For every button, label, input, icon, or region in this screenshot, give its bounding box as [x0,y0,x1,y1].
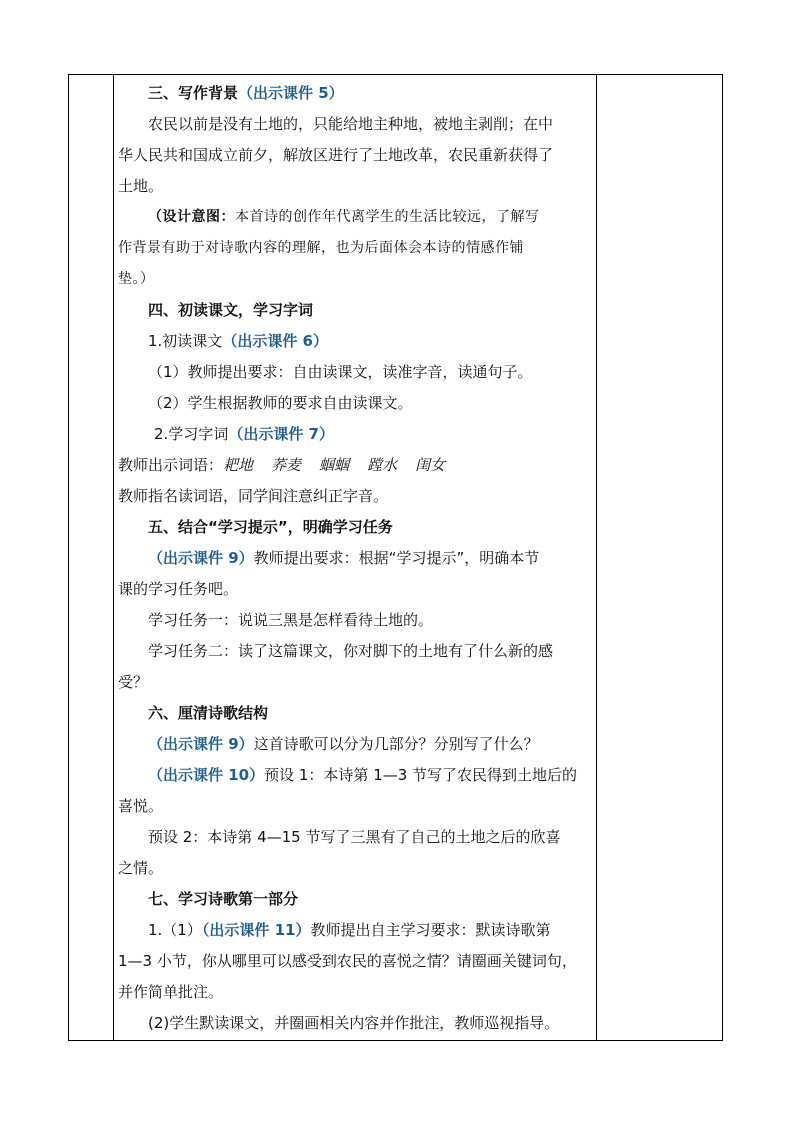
paragraph-line: 预设 2：本诗第 4—15 节写了三黑有了自己的土地之后的欣喜 [148,828,561,846]
courseware-cue: （出示课件 10） [148,766,265,784]
learning-task: 学习任务二：读了这篇课文，你对脚下的土地有了什么新的感 [148,642,554,660]
list-subitem: （2）学生根据教师的要求自由读课文。 [148,394,413,412]
learning-task: 学习任务一：说说三黑是怎样看待土地的。 [148,611,434,629]
design-intent: （设计意图：本首诗的创作年代离学生的生活比较远，了解写 [148,209,540,225]
vocab-word: 蝈蝈 [319,456,350,474]
paragraph-line: 土地。 [118,177,164,195]
section-heading: 四、初读课文，学习字词 [148,301,314,319]
vocab-word: 荞麦 [271,456,302,474]
section-heading: 七、学习诗歌第一部分 [148,890,299,908]
courseware-cue: （出示课件 7） [228,425,334,443]
paragraph-line: (2)学生默读课文，并圈画相关内容并作批注，教师巡视指导。 [148,1014,560,1032]
table-column-divider [596,75,597,1040]
courseware-cue: （出示课件 9） [148,549,254,567]
paragraph-line: 1.（1）（出示课件 11）教师提出自主学习要求：默读诗歌第 [148,921,551,939]
table-column-divider [113,75,114,1040]
paragraph-line: （出示课件 10）预设 1：本诗第 1—3 节写了农民得到土地后的 [148,766,578,784]
paragraph-line: 之情。 [118,859,164,877]
paragraph-line: （出示课件 9）教师提出要求：根据“学习提示”，明确本节 [148,549,540,567]
section-heading: 六、厘清诗歌结构 [148,704,269,722]
courseware-cue: （出示课件 5） [238,84,344,102]
section-heading: 三、写作背景（出示课件 5） [148,84,344,102]
list-item: 2.学习字词（出示课件 7） [154,425,334,443]
courseware-cue: （出示课件 6） [222,332,328,350]
design-intent-line: 垫。） [118,271,155,287]
courseware-cue: （出示课件 9） [148,735,254,753]
paragraph-line: 课的学习任务吧。 [118,580,239,598]
paragraph-line: （出示课件 9）这首诗歌可以分为几部分？分别写了什么？ [148,735,539,753]
vocab-word: 耙地 [223,456,254,474]
vocabulary-line: 教师出示词语：耙地 荞麦 蝈蝈 蹚水 闺女 [118,456,446,474]
paragraph-line: 受？ [118,673,149,691]
paragraph-line: 喜悦。 [118,797,164,815]
paragraph-line: 教师指名读词语，同学间注意纠正字音。 [118,487,389,505]
vocab-word: 闺女 [415,456,446,474]
paragraph-line: 1—3 小节，你从哪里可以感受到农民的喜悦之情？请圈画关键词句， [118,952,577,970]
paragraph-line: 农民以前是没有土地的，只能给地主种地，被地主剥削；在中 [148,115,554,133]
list-subitem: （1）教师提出要求：自由读课文，读准字音，读通句子。 [148,363,533,381]
list-item: 1.初读课文（出示课件 6） [148,332,328,350]
lesson-content [118,78,590,1039]
section-heading: 五、结合“学习提示”，明确学习任务 [148,518,393,536]
vocab-word: 蹚水 [367,456,398,474]
design-intent-line: 作背景有助于对诗歌内容的理解，也为后面体会本诗的情感作铺 [118,240,524,256]
courseware-cue: （出示课件 11） [201,921,311,939]
design-intent-label: （设计意图： [148,209,235,225]
paragraph-line: 华人民共和国成立前夕，解放区进行了土地改革，农民重新获得了 [118,146,554,164]
paragraph-line: 并作简单批注。 [118,983,224,1001]
